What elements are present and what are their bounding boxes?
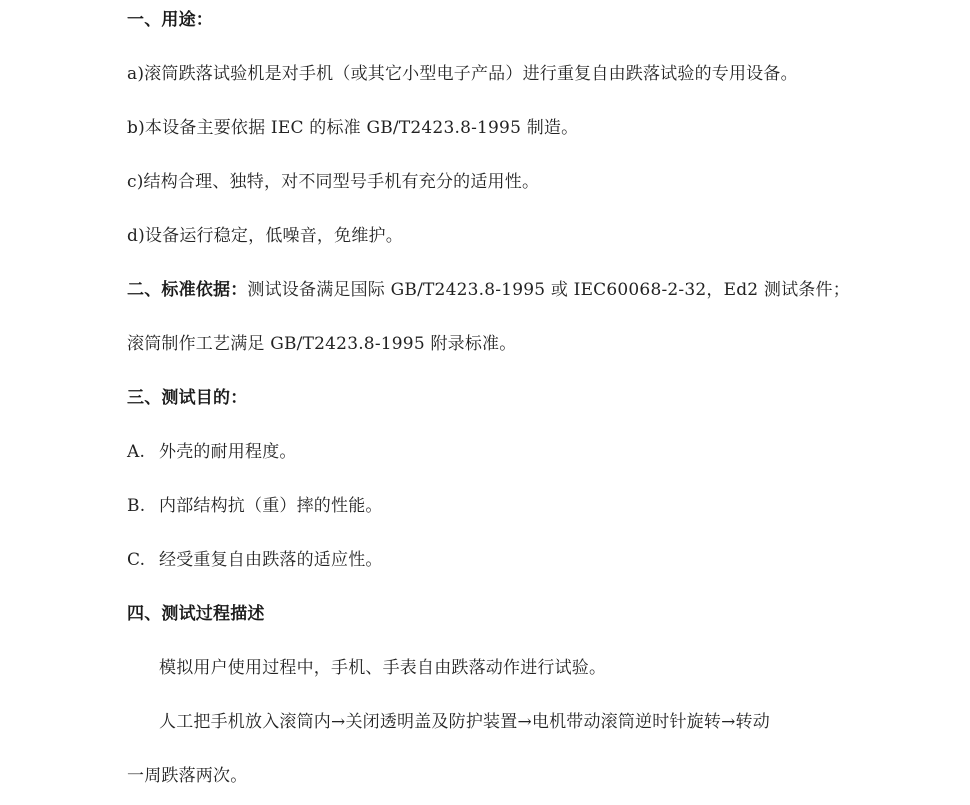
process-paragraph-2-line-2: 一周跌落两次。 bbox=[127, 766, 248, 786]
section-heading-purpose: 三、测试目的： bbox=[127, 388, 248, 408]
purpose-item-b bbox=[127, 494, 383, 518]
usage-item-b: b)本设备主要依据 IEC 的标准 GB/T2423.8-1995 制造。 bbox=[127, 118, 579, 138]
purpose-marker-c: C. bbox=[127, 550, 146, 570]
standard-basis-text-2: 滚筒制作工艺满足 GB/T2423.8-1995 附录标准。 bbox=[127, 334, 517, 354]
purpose-marker-b: B. bbox=[127, 496, 146, 516]
usage-item-a: a)滚筒跌落试验机是对手机（或其它小型电子产品）进行重复自由跌落试验的专用设备。 bbox=[127, 64, 798, 84]
purpose-item-c bbox=[127, 548, 383, 572]
usage-item-d: d)设备运行稳定，低噪音，免维护。 bbox=[127, 226, 403, 246]
standard-basis-line bbox=[127, 278, 850, 302]
section-heading-usage: 一、用途： bbox=[127, 10, 213, 30]
purpose-text-c: 经受重复自由跌落的适应性。 bbox=[159, 550, 383, 570]
process-paragraph-1: 模拟用户使用过程中，手机、手表自由跌落动作进行试验。 bbox=[159, 658, 607, 678]
purpose-item-a bbox=[127, 440, 297, 464]
purpose-marker-a: A. bbox=[127, 442, 146, 462]
section-heading-process: 四、测试过程描述 bbox=[127, 604, 265, 624]
section-heading-standard: 二、标准依据： bbox=[127, 280, 248, 300]
standard-basis-text: 测试设备满足国际 GB/T2423.8-1995 或 IEC60068-2-32，Ed2 测试条件； bbox=[247, 280, 850, 300]
purpose-text-b: 内部结构抗（重）摔的性能。 bbox=[159, 496, 383, 516]
purpose-text-a: 外壳的耐用程度。 bbox=[159, 442, 297, 462]
usage-item-c: c)结构合理、独特，对不同型号手机有充分的适用性。 bbox=[127, 172, 540, 192]
process-paragraph-2-line-1: 人工把手机放入滚筒内→关闭透明盖及防护装置→电机带动滚筒逆时针旋转→转动 bbox=[159, 712, 770, 732]
